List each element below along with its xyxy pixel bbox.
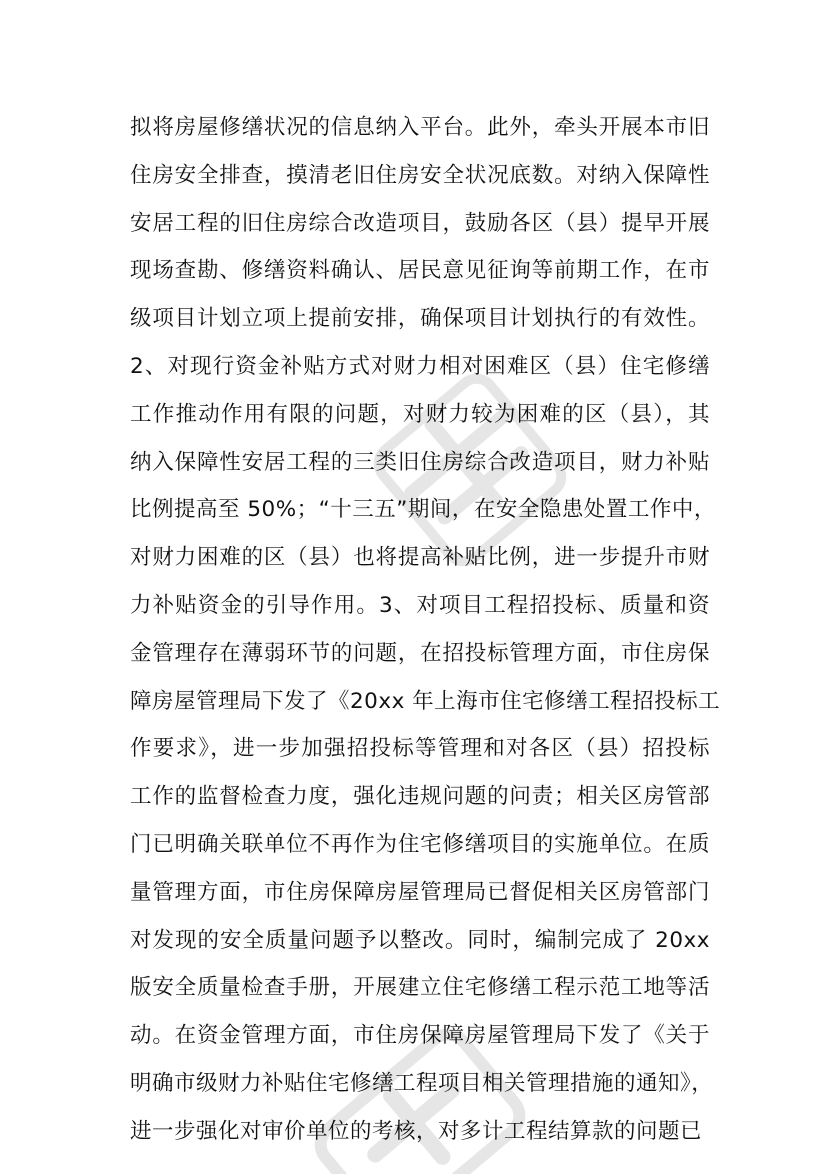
text-line-19: 版安全质量检查手册，开展建立住宅修缮工程示范工地等活: [130, 975, 710, 1001]
text-line-14: 作要求》，进一步加强招投标等管理和对各区（县）招投标: [130, 736, 710, 762]
text-line-18: 对发现的安全质量问题予以整改。同时，编制完成了 20xx: [130, 927, 710, 953]
text-line-7: 工作推动作用有限的问题，对财力较为困难的区（县），其: [130, 401, 710, 427]
text-line-6: 2、对现行资金补贴方式对财力相对困难区（县）住宅修缮: [130, 353, 710, 379]
text-line-5: 级项目计划立项上提前安排，确保项目计划执行的有效性。: [130, 306, 710, 332]
text-line-1: 拟将房屋修缮状况的信息纳入平台。此外，牵头开展本市旧: [130, 115, 710, 140]
body-text: [130, 104, 721, 1156]
text-line-22: 进一步强化对审价单位的考核，对多计工程结算款的问题已: [130, 1118, 703, 1144]
text-line-17: 量管理方面，市住房保障房屋管理局已督促相关区房管部门: [130, 879, 710, 905]
text-line-10: 对财力困难的区（县）也将提高补贴比例，进一步提升市财: [130, 545, 710, 571]
text-line-11: 力补贴资金的引导作用。3、对项目工程招投标、质量和资: [130, 592, 710, 618]
text-line-2: 住房安全排查，摸清老旧住房安全状况底数。对纳入保障性: [130, 162, 710, 188]
text-line-20: 动。在资金管理方面，市住房保障房屋管理局下发了《关于: [130, 1023, 710, 1049]
text-line-3: 安居工程的旧住房综合改造项目，鼓励各区（县）提早开展: [130, 210, 710, 236]
text-line-12: 金管理存在薄弱环节的问题，在招投标管理方面，市住房保: [130, 640, 710, 666]
text-line-8: 纳入保障性安居工程的三类旧住房综合改造项目，财力补贴: [130, 449, 710, 475]
text-line-9: 比例提高至 50%；“十三五”期间，在安全隐患处置工作中，: [130, 497, 716, 523]
text-line-15: 工作的监督检查力度，强化违规问题的问责；相关区房管部: [130, 784, 710, 810]
text-line-21: 明确市级财力补贴住宅修缮工程项目相关管理措施的通知》，: [130, 1070, 714, 1096]
text-line-4: 现场查勘、修缮资料确认、居民意见征询等前期工作，在市: [130, 258, 710, 284]
text-line-16: 门已明确关联单位不再作为住宅修缮项目的实施单位。在质: [130, 831, 710, 857]
text-line-13: 障房屋管理局下发了《20xx 年上海市住宅修缮工程招投标工: [130, 688, 721, 714]
